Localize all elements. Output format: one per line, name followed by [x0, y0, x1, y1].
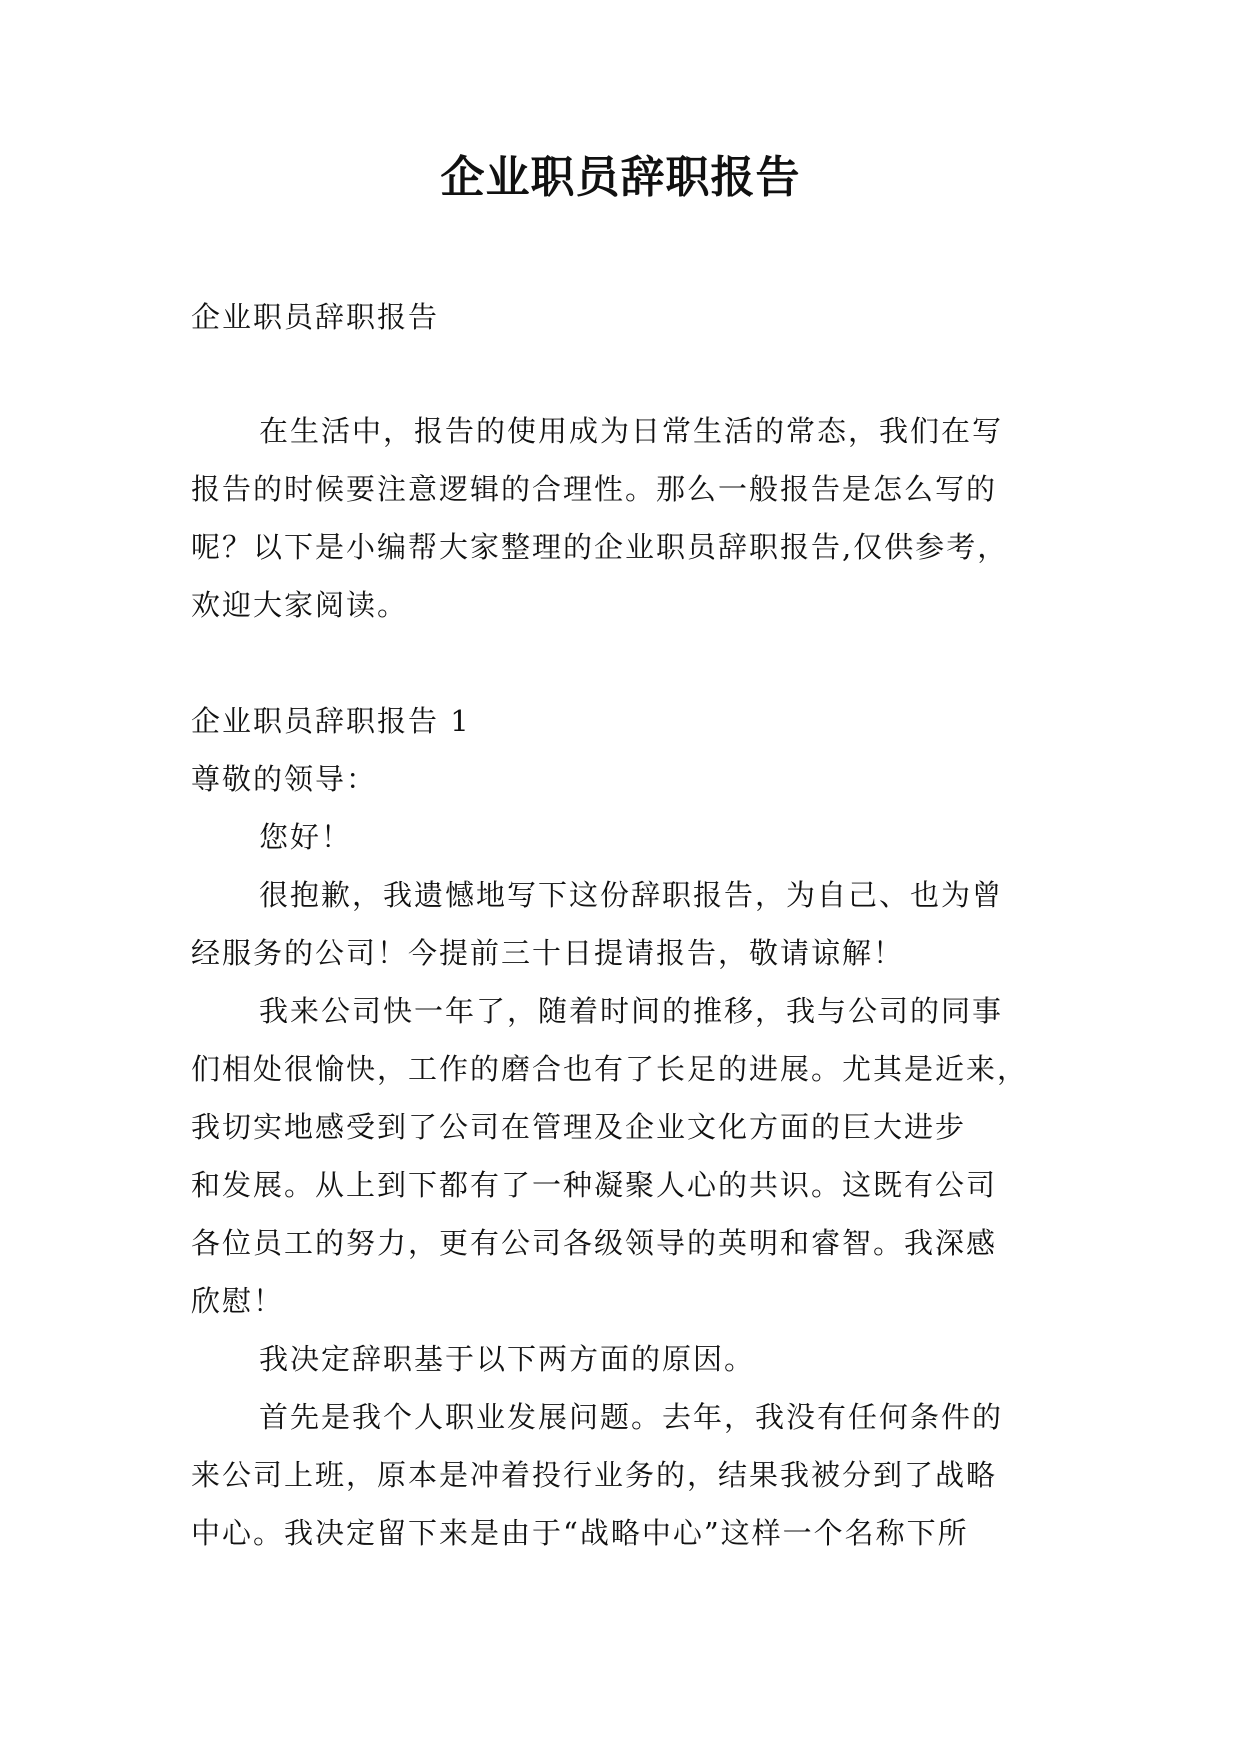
intro-paragraph [191, 402, 1051, 634]
para2-line: 各位员工的努力，更有公司各级领导的英明和睿智。我深感 [191, 1226, 998, 1260]
section-1 [191, 692, 1051, 1562]
section-1-heading: 企业职员辞职报告 1 [191, 704, 471, 738]
intro-line: 在生活中，报告的使用成为日常生活的常态，我们在写 [259, 414, 1004, 448]
intro-line: 呢？以下是小编帮大家整理的企业职员辞职报告,仅供参考， [191, 530, 1009, 564]
para4-line: 来公司上班，原本是冲着投行业务的，结果我被分到了战略 [191, 1458, 998, 1492]
para4-line: 首先是我个人职业发展问题。去年，我没有任何条件的 [259, 1400, 1004, 1434]
greeting: 您好！ [259, 820, 353, 854]
intro-line: 报告的时候要注意逻辑的合理性。那么一般报告是怎么写的 [191, 472, 998, 506]
para2-line: 和发展。从上到下都有了一种凝聚人心的共识。这既有公司 [191, 1168, 998, 1202]
para2-line: 们相处很愉快，工作的磨合也有了长足的进展。尤其是近来， [191, 1052, 1029, 1086]
salutation: 尊敬的领导： [191, 762, 378, 796]
subtitle-text: 企业职员辞职报告 [191, 300, 440, 334]
intro-line: 欢迎大家阅读。 [191, 588, 409, 622]
para4-line: 中心。我决定留下来是由于“战略中心”这样一个名称下所 [191, 1516, 969, 1550]
para2-line: 我来公司快一年了，随着时间的推移，我与公司的同事 [259, 994, 1004, 1028]
para2-line: 欣慰！ [191, 1284, 285, 1318]
para3: 我决定辞职基于以下两方面的原因。 [259, 1342, 756, 1376]
document-title: 企业职员辞职报告 [440, 152, 801, 203]
para1-line: 很抱歉，我遗憾地写下这份辞职报告，为自己、也为曾 [259, 878, 1004, 912]
para1-line: 经服务的公司！今提前三十日提请报告，敬请谅解！ [191, 936, 905, 970]
para2-line: 我切实地感受到了公司在管理及企业文化方面的巨大进步 [191, 1110, 967, 1144]
document-subtitle [191, 288, 1051, 346]
